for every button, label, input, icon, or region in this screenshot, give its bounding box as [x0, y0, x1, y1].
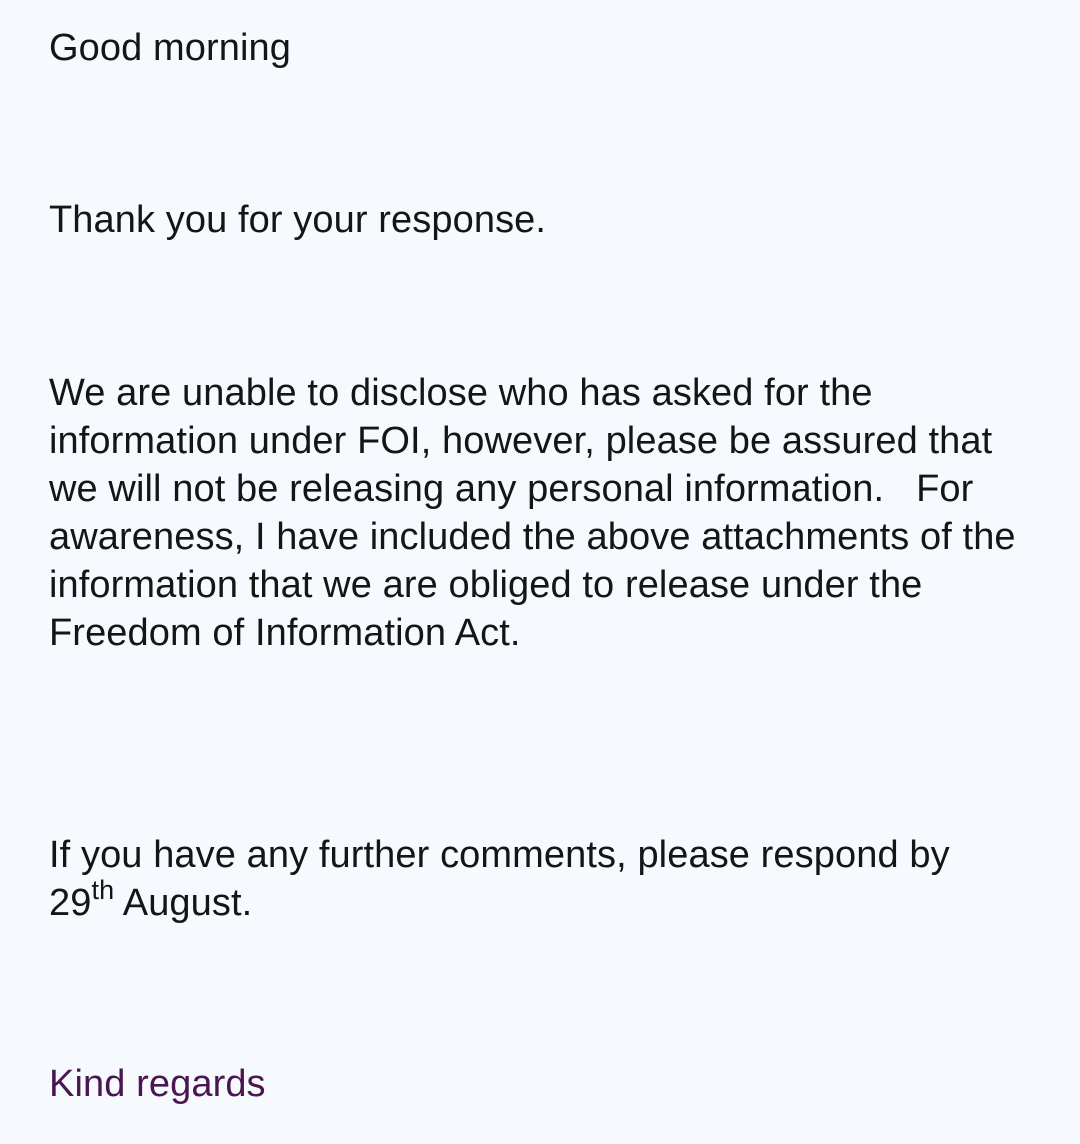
comments-paragraph: [49, 831, 1039, 927]
signoff-text: Kind regards: [49, 1063, 266, 1105]
date-rest: August.: [114, 882, 253, 924]
thanks-text: Thank you for your response.: [49, 199, 547, 241]
greeting-text: Good morning: [49, 27, 292, 69]
date-day: 29: [49, 882, 92, 924]
main-paragraph: We are unable to disclose who has asked for the information under FOI, however, please be assured that we will not be releasing any personal information. For awareness, I have included the above attachments of the information that we are obliged to release under the Freedom of Information Act.: [49, 372, 1027, 654]
comments-text: If you have any further comments, please respond by: [49, 834, 950, 876]
response-date: [49, 875, 253, 924]
date-suffix: th: [91, 875, 115, 906]
